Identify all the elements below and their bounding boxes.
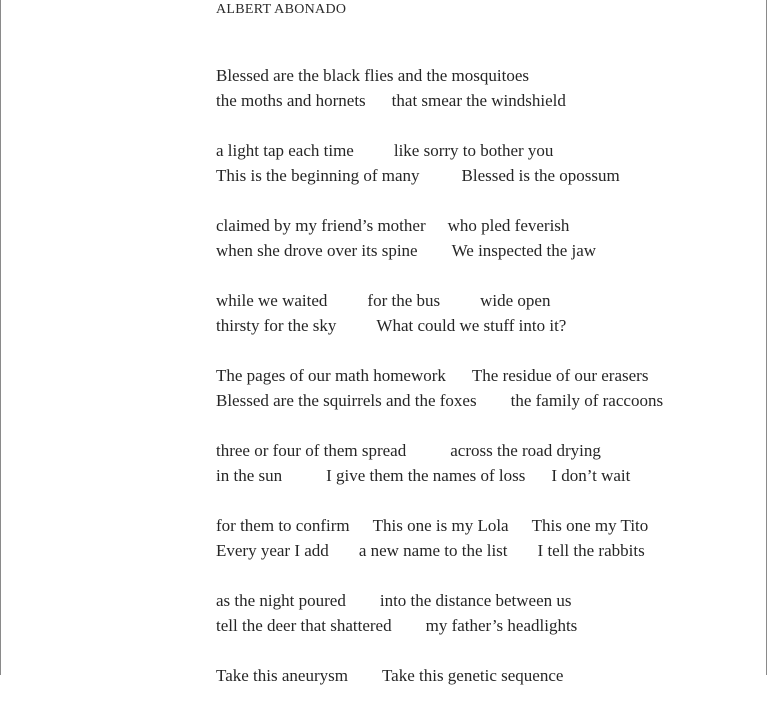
poem-line bbox=[216, 441, 756, 466]
line-segment: a new name to the list bbox=[358, 541, 508, 560]
line-segment: I tell the rabbits bbox=[537, 541, 645, 560]
line-segment: I give them the names of loss bbox=[326, 466, 526, 485]
poem-line bbox=[216, 516, 756, 541]
stanza bbox=[216, 666, 756, 691]
stanza bbox=[216, 66, 756, 116]
line-segment: for them to confirm bbox=[216, 516, 350, 535]
line-segment: that smear the windshield bbox=[391, 91, 566, 110]
line-segment: This is the beginning of many bbox=[216, 166, 420, 185]
author-name: ALBERT ABONADO bbox=[216, 2, 347, 17]
line-segment: who pled feverish bbox=[447, 216, 570, 235]
page-border-left bbox=[0, 0, 1, 675]
poem-line bbox=[216, 316, 756, 341]
poem-line bbox=[216, 66, 756, 91]
line-segment: tell the deer that shattered bbox=[216, 616, 392, 635]
poem-line bbox=[216, 366, 756, 391]
line-segment: for the bus bbox=[367, 291, 441, 310]
line-segment: thirsty for the sky bbox=[216, 316, 337, 335]
stanza bbox=[216, 591, 756, 641]
poem-line bbox=[216, 616, 756, 641]
poem-line bbox=[216, 541, 756, 566]
line-segment: Blessed are the black flies and the mosquitoes bbox=[216, 66, 529, 85]
poem-line bbox=[216, 241, 756, 266]
stanza bbox=[216, 141, 756, 191]
line-segment: Blessed are the squirrels and the foxes bbox=[216, 391, 477, 410]
poem-line bbox=[216, 666, 756, 691]
line-segment: The pages of our math homework bbox=[216, 366, 446, 385]
line-segment: Blessed is the opossum bbox=[461, 166, 620, 185]
poem-line bbox=[216, 591, 756, 616]
poem-body bbox=[216, 66, 756, 716]
line-segment: when she drove over its spine bbox=[216, 241, 418, 260]
stanza bbox=[216, 441, 756, 491]
line-segment: claimed by my friend’s mother bbox=[216, 216, 426, 235]
line-segment: I don’t wait bbox=[551, 466, 631, 485]
line-segment: a light tap each time bbox=[216, 141, 354, 160]
stanza bbox=[216, 516, 756, 566]
page-border-right bbox=[766, 0, 767, 675]
line-segment: three or four of them spread bbox=[216, 441, 407, 460]
line-segment: The residue of our erasers bbox=[471, 366, 649, 385]
line-segment: in the sun bbox=[216, 466, 283, 485]
line-segment: This one my Tito bbox=[531, 516, 649, 535]
line-segment: Every year I add bbox=[216, 541, 329, 560]
poem-line bbox=[216, 291, 756, 316]
line-segment: the family of raccoons bbox=[510, 391, 664, 410]
line-segment: the moths and hornets bbox=[216, 91, 366, 110]
line-segment: as the night poured bbox=[216, 591, 346, 610]
stanza bbox=[216, 366, 756, 416]
stanza bbox=[216, 291, 756, 341]
poem-line bbox=[216, 216, 756, 241]
line-segment: into the distance between us bbox=[379, 591, 572, 610]
line-segment: This one is my Lola bbox=[372, 516, 509, 535]
line-segment: across the road drying bbox=[450, 441, 601, 460]
line-segment: wide open bbox=[480, 291, 551, 310]
line-segment: while we waited bbox=[216, 291, 328, 310]
line-segment: What could we stuff into it? bbox=[376, 316, 567, 335]
stanza bbox=[216, 216, 756, 266]
poem-line bbox=[216, 466, 756, 491]
poem-line bbox=[216, 166, 756, 191]
poem-line bbox=[216, 391, 756, 416]
line-segment: my father’s headlights bbox=[425, 616, 578, 635]
line-segment: Take this genetic sequence bbox=[381, 666, 564, 685]
poem-line bbox=[216, 141, 756, 166]
line-segment: like sorry to bother you bbox=[393, 141, 554, 160]
line-segment: Take this aneurysm bbox=[216, 666, 348, 685]
poem-line bbox=[216, 91, 756, 116]
line-segment: We inspected the jaw bbox=[451, 241, 597, 260]
